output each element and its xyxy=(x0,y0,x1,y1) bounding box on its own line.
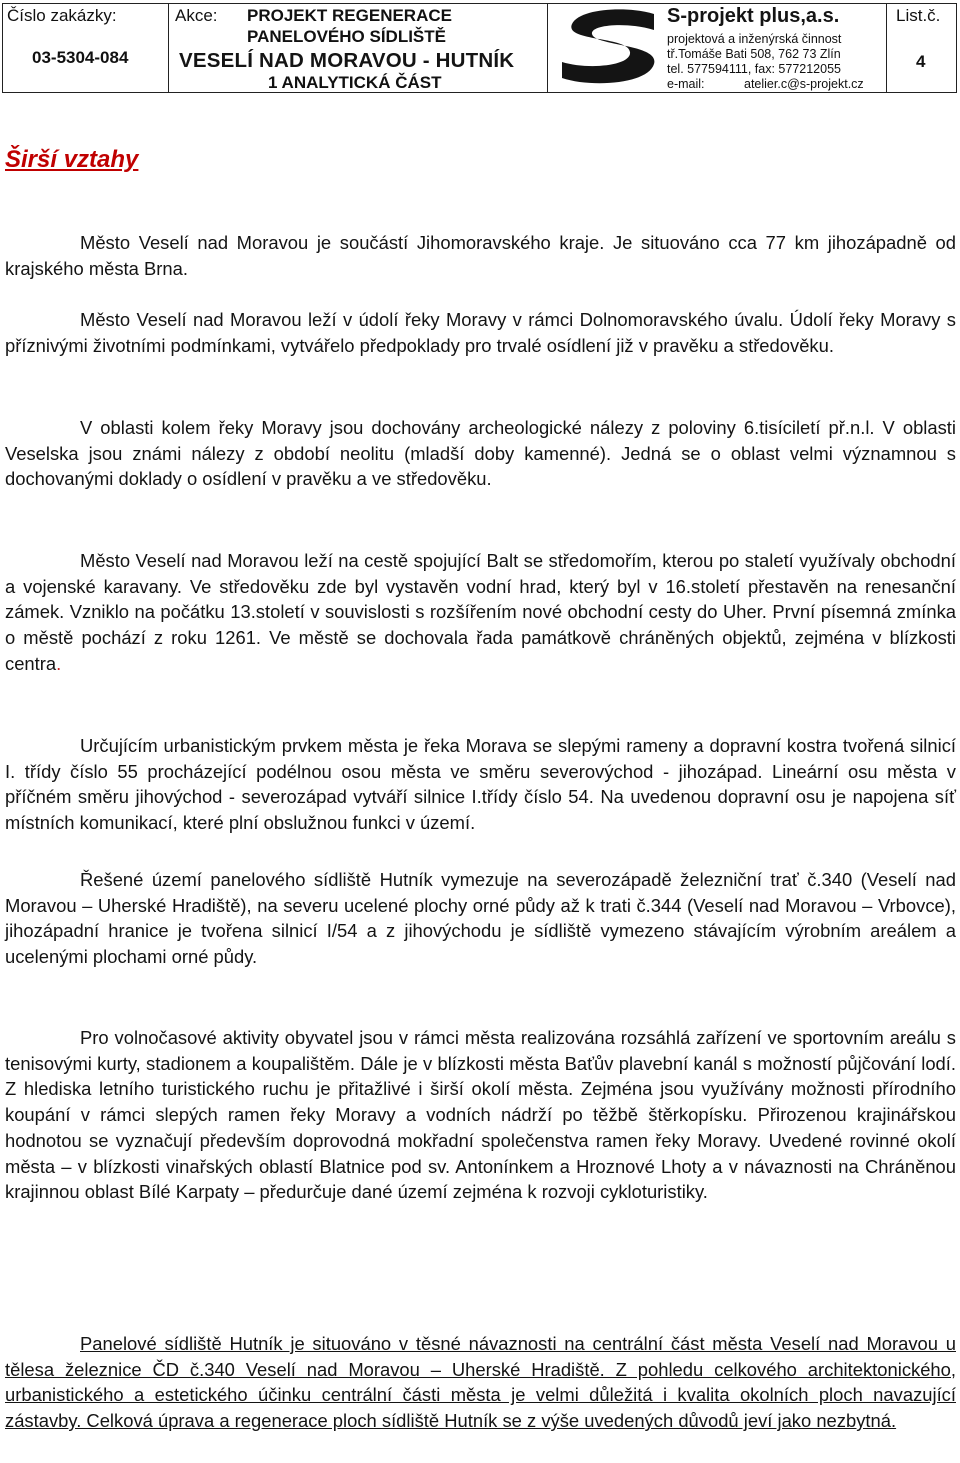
project-title-line1: PROJEKT REGENERACE xyxy=(247,6,452,25)
red-period: . xyxy=(56,652,62,674)
sheet-number: 4 xyxy=(916,52,926,71)
section-title: Širší vztahy xyxy=(5,146,139,173)
project-title-line3: VESELÍ NAD MORAVOU - HUTNÍK xyxy=(179,49,515,72)
paragraph-area-boundary: Řešené území panelového sídliště Hutník vymezuje na severozápadě železniční trať č.340 (Veselí nad Moravou – Uherské Hradiště), na severu ucelené plochy orné půdy až k trati č.344 (Veselí nad Moravou – Vrbovce), jihozápadní hranice je tvořena silnicí I/54 a z jihovýchodu je sídliště vymezeno stávajícím výrobním areálem a ucelenými plochami orné půdy. xyxy=(5,869,956,968)
divider xyxy=(547,4,548,92)
company-subtitle: projektová a inženýrská činnost xyxy=(667,32,842,46)
company-address: tř.Tomáše Bati 508, 762 73 Zlín xyxy=(667,47,841,61)
sheet-label: List.č. xyxy=(896,6,941,25)
paragraph-history-text: Město Veselí nad Moravou leží na cestě spojující Balt se středomořím, kterou po staletí využívaly obchodní a vojenské karavany. Ve středověku zde byl vystavěn vodní hrad, který byl v 16.století přestavěn na renesanční zámek. Vzniklo na počátku 13.století v souvislosti s rozšířením nové obchodní cesty do Uher. První písemná zmínka o městě pochází z roku 1261. Ve městě se dochovala řada památkově chráněných objektů, zejména v blízkosti centra xyxy=(5,550,956,674)
paragraph-housing-estate: Panelové sídliště Hutník je situováno v těsné návaznosti na centrální část města Veselí nad Moravou u tělesa železnice ČD č.340 Veselí nad Moravou – Uherské Hradiště. Z pohledu celkového architektonického, urbanistického a estetického účinku centrální části města je velmi důležitá i kvalita okolních ploch navazující zástavby. Celková úprava a regenerace ploch sídliště Hutník se z výše uvedených důvodů jeví jako nezbytná. xyxy=(5,1333,956,1432)
paragraph-leisure: Pro volnočasové aktivity obyvatel jsou v rámci města realizována rozsáhlá zařízení ve sportovním areálu s tenisovými kurty, stadionem a koupalištěm. Dále je v blízkosti města Baťův plavební kanál s možností půjčování lodí. Z hlediska letního turistického ruchu je přitažlivé i širší okolí města. Zejména jsou využívány možnosti přírodního koupání v rámci slepých ramen řeky Moravy a vodních nádrží po těžbě štěrkopísku. Přirozenou krajinářskou hodnotou se vyznačují především doprovodná mokřadní společenstva ramen řeky Moravy. Uvedené rovinné okolí města – v blízkosti vinařských oblastí Blatnice pod sv. Antonínkem a Hroznové Lhoty a v návaznosti na Chráněnou krajinnou oblast Bílé Karpaty – předurčuje dané území zejména k rozvoji cykloturistiky. xyxy=(5,1027,956,1203)
action-label: Akce: xyxy=(175,6,218,25)
company-email: atelier.c@s-projekt.cz xyxy=(744,77,864,91)
divider xyxy=(168,4,169,92)
project-title-line2: PANELOVÉHO SÍDLIŠTĚ xyxy=(247,27,446,46)
order-number: 03-5304-084 xyxy=(32,48,129,67)
project-title-line4: 1 ANALYTICKÁ ČÁST xyxy=(268,73,442,92)
company-phone: tel. 577594111, fax: 577212055 xyxy=(667,62,841,76)
paragraph-urban-structure: Určujícím urbanistickým prvkem města je řeka Morava se slepými rameny a dopravní kostra tvořená silnicí I. třídy číslo 55 procházející podélnou osou města ve směru severovýchod - jihozápad. Lineární osu města v příčném směru jihovýchod - severozápad vytváří silnice I.třídy číslo 54. Na uvedenou dopravní osu je napojena síť místních komunikací, které plní obslužnou funkci v území. xyxy=(5,735,956,834)
paragraph-location: Město Veselí nad Moravou je součástí Jihomoravského kraje. Je situováno cca 77 km jihozápadně od krajského města Brna. xyxy=(5,232,956,279)
paragraph-history xyxy=(5,548,956,677)
order-label: Číslo zakázky: xyxy=(7,6,117,25)
paragraph-archaeology: V oblasti kolem řeky Moravy jsou dochovány archeologické nálezy z poloviny 6.tisíciletí př.n.l. V oblasti Veselska jsou známi nálezy z období neolitu (mladší doby kamenné). Jedná se o oblast velmi významnou s dochovanými doklady o osídlení v pravěku a ve středověku. xyxy=(5,417,956,490)
company-logo-icon xyxy=(558,8,660,84)
paragraph-valley: Město Veselí nad Moravou leží v údolí řeky Moravy v rámci Dolnomoravského úvalu. Údolí řeky Moravy s příznivými životními podmínkami, vytvářelo předpoklady pro trvalé osídlení již v pravěku a středověku. xyxy=(5,309,956,356)
divider xyxy=(886,4,887,92)
company-email-label: e-mail: xyxy=(667,77,705,91)
title-block xyxy=(2,3,957,93)
company-name: S-projekt plus,a.s. xyxy=(667,5,840,27)
